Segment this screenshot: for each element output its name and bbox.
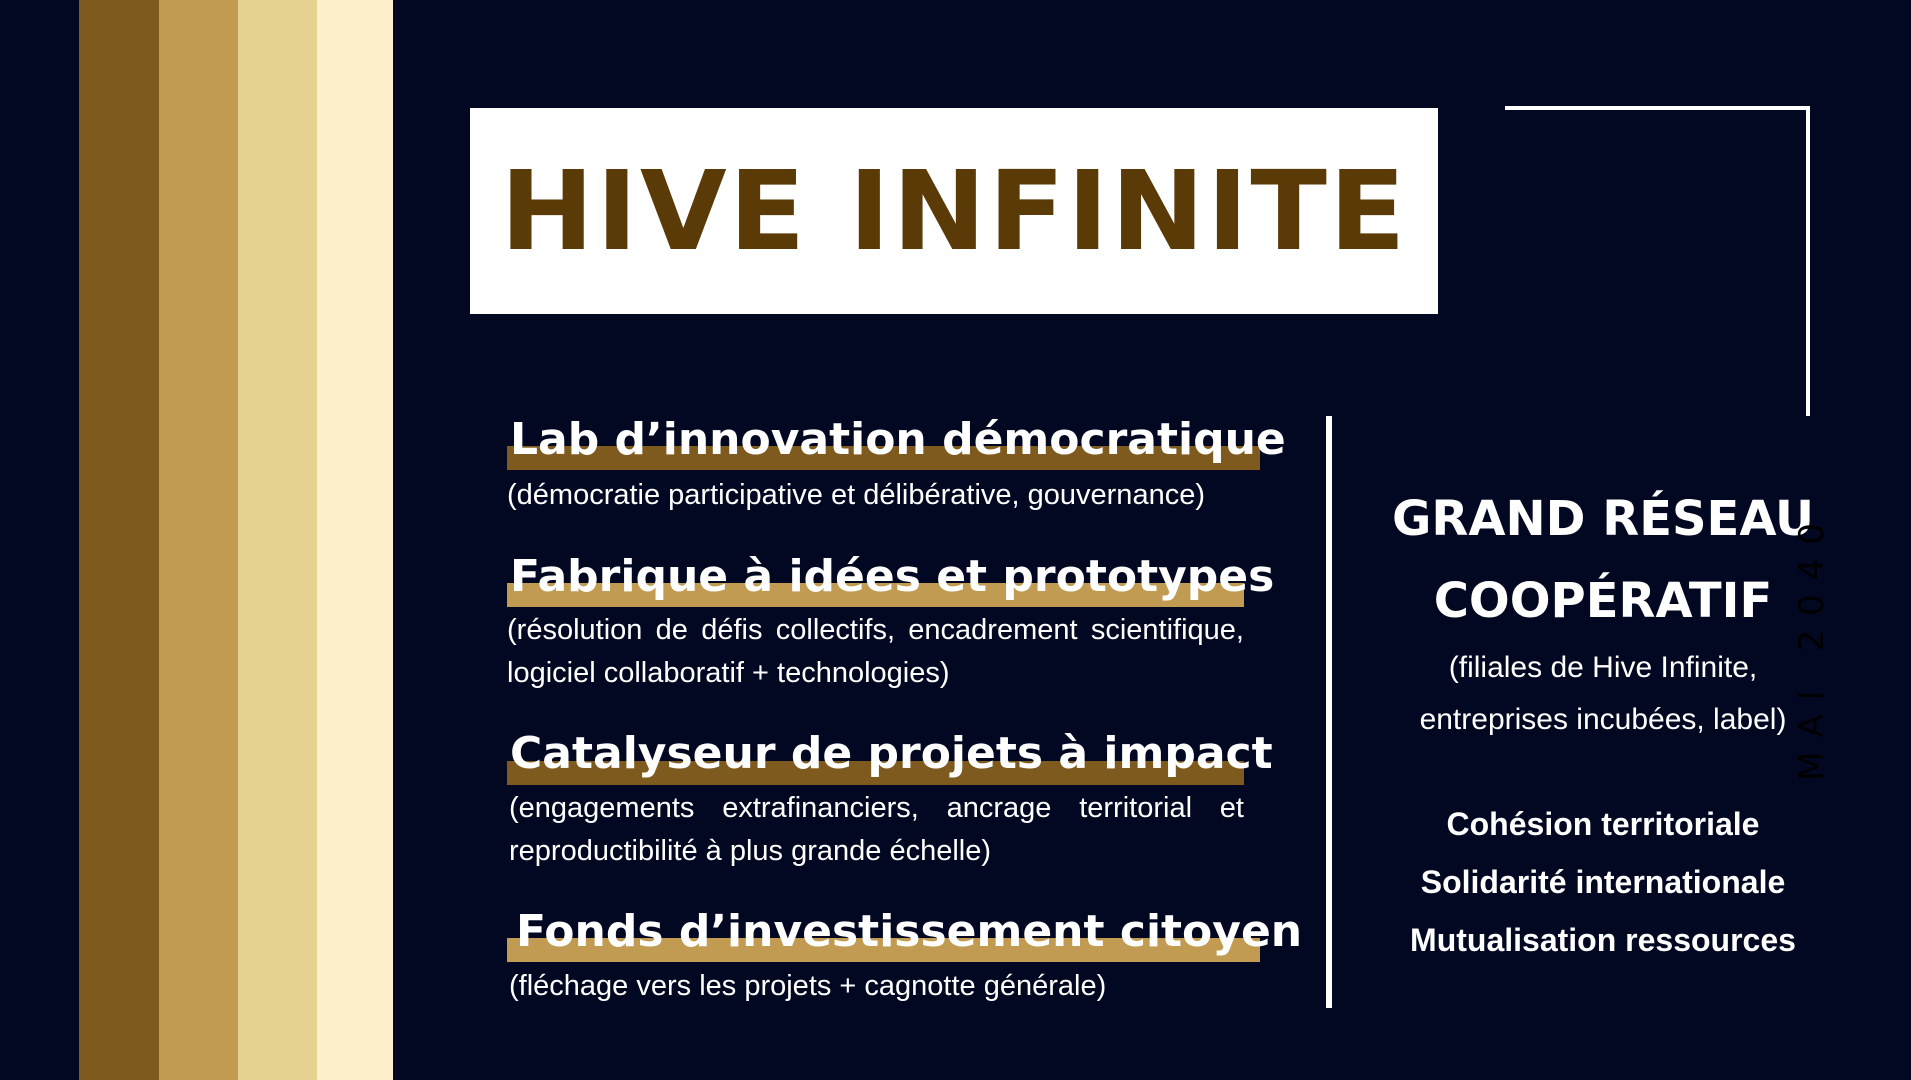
item-description-lab: (démocratie participative et délibérative, gouvernance): [507, 479, 1205, 511]
feature-mutualisation: Mutualisation ressources: [1410, 922, 1796, 958]
stripe-cream: [317, 0, 393, 1080]
stripe-light-gold: [238, 0, 317, 1080]
title-banner: [470, 108, 1438, 314]
stripe-gold: [159, 0, 238, 1080]
network-title: GRAND RÉSEAU COOPÉRATIF: [1392, 491, 1814, 629]
item-description-catalyseur: (engagements extrafinanciers, ancrage territorial et reproductibilité à plus grande échelle): [509, 792, 1244, 867]
page-title: HIVE INFINITE: [500, 147, 1408, 275]
corner-frame-top: [1505, 106, 1810, 110]
item-heading-fonds: Fonds d’investissement citoyen: [516, 906, 1303, 957]
vertical-divider: [1326, 416, 1332, 1008]
feature-solidarite: Solidarité internationale: [1420, 864, 1786, 900]
item-description-fonds: (fléchage vers les projets + cagnotte générale): [509, 970, 1107, 1002]
item-heading-fabrique: Fabrique à idées et prototypes: [510, 551, 1275, 602]
item-heading-catalyseur: Catalyseur de projets à impact: [510, 728, 1273, 779]
item-heading-lab: Lab d’innovation démocratique: [510, 414, 1286, 465]
corner-frame-right: [1806, 106, 1810, 416]
network-subtitle: (filiales de Hive Infinite, entreprises incubées, label): [1419, 651, 1787, 736]
item-description-fabrique: (résolution de défis collectifs, encadrement scientifique, logiciel collaboratif + technologies): [507, 614, 1244, 689]
stripe-dark-brown: [79, 0, 159, 1080]
date-label: MAI 2040: [1792, 509, 1832, 781]
feature-cohesion: Cohésion territoriale: [1446, 806, 1760, 842]
